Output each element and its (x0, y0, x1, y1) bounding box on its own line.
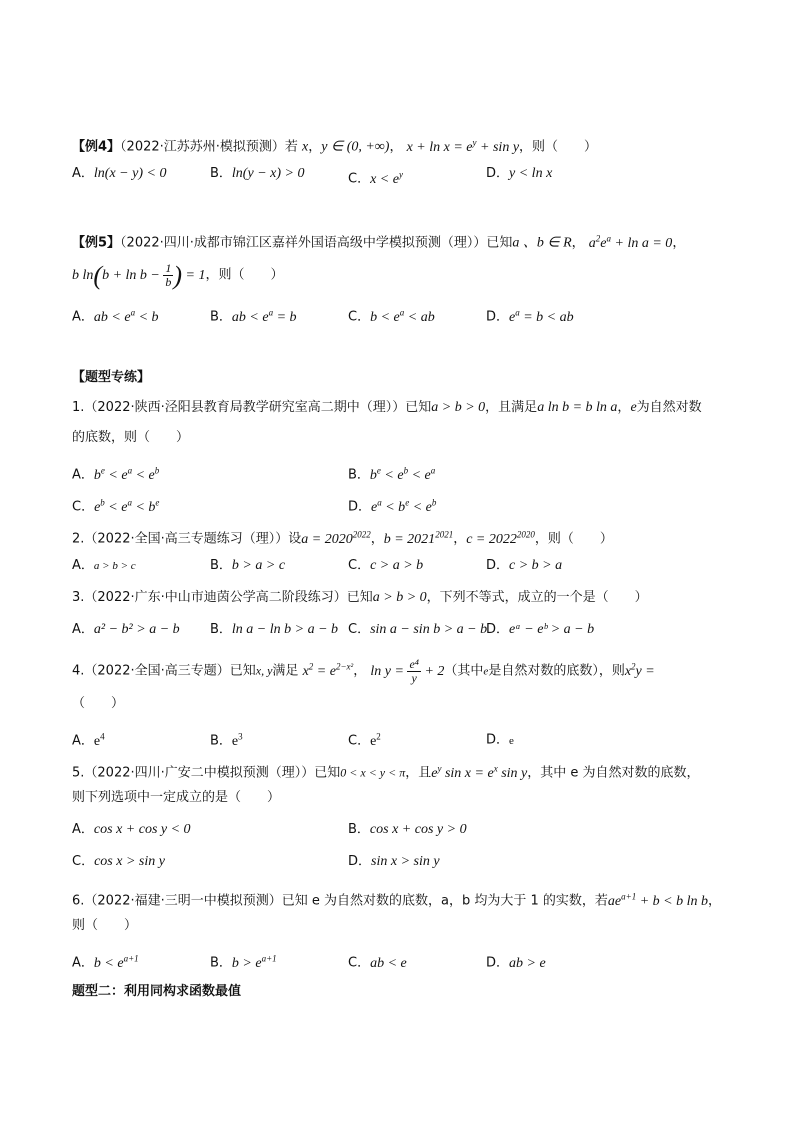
option-c: C．c > a > b (348, 558, 424, 573)
option-d: D．c > b > a (486, 558, 563, 573)
question-4-stem-line2: （ ） (72, 696, 125, 711)
question-6-stem-line2: 则（ ） (72, 918, 138, 933)
example-label: 【例5】 (72, 235, 121, 251)
option-d: D．y < ln x (486, 166, 553, 181)
math: y ∈ (0, +∞) (321, 139, 390, 155)
option-a: A．$b < e^{a+1}$ (72, 953, 139, 971)
option-d: D．sin x > sin y (348, 854, 440, 869)
option-c: C．$b < e^a$ < ab (348, 307, 435, 325)
option-c: C．sin a − sin b > a − b (348, 622, 488, 637)
option-a: A．a² − b² > a − b (72, 622, 180, 637)
math: $a^2e^a + \ln a = 0$ (588, 233, 673, 251)
option-a: A．ab < $e^a < b$ (72, 307, 159, 325)
question-6-stem: 6.（2022·福建·三明一中模拟预测）已知 e 为自然对数的底数，a，b 均为大于 1 的实数，若$ae^{a+1} + b < b$ ln b， (72, 891, 722, 909)
option-d: D．$e^a < b^e < e^b$ (348, 497, 437, 515)
option-b: B．$b^e < e^b < e^a$ (348, 465, 436, 483)
option-b: B．ab < $e^a = b$ (210, 307, 297, 325)
option-c: C．ab < e (348, 955, 407, 971)
option-a: A．cos x + cos y < 0 (72, 822, 191, 837)
question-4-stem: 4.（2022·全国·高三专题）已知x, y满足 $x^2 = e^{2-x^2}$， ln y = $\frac{\text{e⁴}}{y}$ + 2（其中e是自然对数的底数），则$x^2y$ = (72, 656, 655, 685)
option-a: A．a > b > c (72, 558, 136, 573)
source: （2022·江苏苏州·模拟预测）若 (120, 139, 298, 155)
example-5-stem: 【例5】（2022·四川·成都市锦江区嘉祥外国语高级中学模拟预测（理））已知a 、b ∈ R， $a^2e^a + \ln a = 0$， (72, 233, 686, 251)
tail: ，则（ ） (205, 267, 284, 283)
math: $x + \ln x = e^y + \sin y$ (406, 137, 520, 155)
example-5-stem-line2 (72, 262, 284, 289)
source: （2022·四川·成都市锦江区嘉祥外国语高级中学模拟预测（理））已知 (120, 235, 513, 251)
option-b: B．ln a − ln b > a − b (210, 622, 339, 637)
tail: ，则（ ） (519, 139, 598, 155)
math: x (302, 139, 309, 155)
option-d: D．ab > e (486, 955, 546, 971)
option-c: C．cos x > sin y (72, 854, 165, 869)
option-b: B．ln(y − x) > 0 (210, 166, 305, 181)
question-1-stem: 1.（2022·陕西·泾阳县教育局教学研究室高二期中（理））已知a > b > 0，且满足a ln b = b ln a，e为自然对数 (72, 400, 702, 415)
question-5-stem: 5.（2022·四川·广安二中模拟预测（理））已知0 < x < y < π，且$e^y$ $\sin x = e^x$ sin y，其中 e 为自然对数的底数， (72, 763, 700, 781)
question-5-stem-line2: 则下列选项中一定成立的是（ ） (72, 790, 281, 805)
type2-title: 题型二：利用同构求函数最值 (72, 984, 242, 999)
option-a: A．ln(x − y) < 0 (72, 166, 167, 181)
option-d: D．$e^a = b$ < ab (486, 307, 574, 325)
question-3-stem: 3.（2022·广东·中山市迪茵公学高二阶段练习）已知a > b > 0，下列不等式，成立的一个是（ ） (72, 590, 648, 605)
option-d: D．eᵃ − eᵇ > a − b (486, 622, 595, 637)
section-title: 【题型专练】 (72, 370, 151, 385)
example-label: 【例4】 (72, 139, 121, 155)
option-a: A．$e^4$ (72, 731, 105, 749)
option-c: C．$e^b < e^a < b^e$ (72, 497, 160, 515)
option-b: B．$e^3$ (210, 731, 243, 749)
option-d: D．e (486, 732, 514, 748)
math: a 、b ∈ R (512, 235, 572, 251)
example-4-stem: 【例4】（2022·江苏苏州·模拟预测）若 x，y ∈ (0, +∞)， $x + \ln x = e^y + \sin y$，则（ ） (72, 137, 598, 155)
option-a: A．$b^e < e^a < e^b$ (72, 465, 160, 483)
option-b: B．$b > e^{a+1}$ (210, 953, 277, 971)
option-c: C．$x < e^y$ (348, 169, 403, 187)
question-2-stem: 2.（2022·全国·高三专题练习（理））设$a = 2020^{2022}$，$b = 2021^{2021}$，$c = 2022^{2020}$，则（ ） (72, 529, 613, 547)
math: b ln(b + ln b − $\frac{1}{b}$ ) = 1 (72, 260, 206, 290)
option-b: B．b > a > c (210, 558, 286, 573)
option-b: B．cos x + cos y > 0 (348, 822, 467, 837)
question-1-stem-line2: 的底数，则（ ） (72, 430, 190, 445)
option-c: C．$e^2$ (348, 731, 381, 749)
